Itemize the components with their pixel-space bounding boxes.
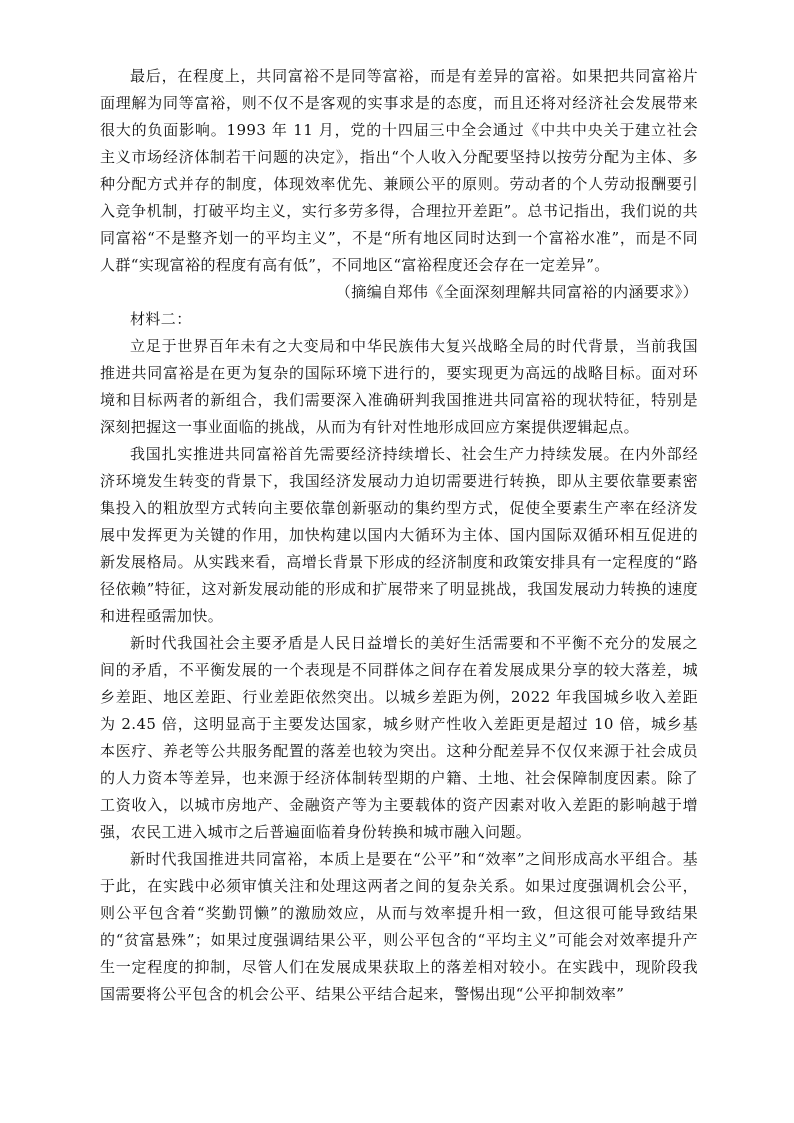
paragraph: 立足于世界百年未有之大变局和中华民族伟大复兴战略全局的时代背景，当前我国推进共同富裕是在更为复杂的国际环境下进行的，要实现更为高远的战略目标。面对环境和目标两者的新组合，我们需要深入准确研判我国推进共同富裕的现状特征，特别是深刻把握这一事业面临的挑战，从而为有针对性地形成回应方案提供逻辑起点。 <box>100 337 698 436</box>
paragraph: 最后，在程度上，共同富裕不是同等富裕，而是有差异的富裕。如果把共同富裕片面理解为同等富裕，则不仅不是客观的实事求是的态度，而且还将对经济社会发展带来很大的负面影响。1993 年 11 月，党的十四届三中全会通过《中共中央关于建立社会主义市场经济体制若干问题的决定》，指出“个人收入分配要坚持以按劳分配为主体、多种分配方式并存的制度，体现效率优先、兼顾公平的原则。劳动者的个人劳动报酬要引入竞争机制，打破平均主义，实行多劳多得，合理拉开差距”。总书记指出，我们说的共同富裕“不是整齐划一的平均主义”，不是“所有地区同时达到一个富裕水准”，而是不同人群“实现富裕的程度有高有低”，不同地区“富裕程度还会存在一定差异”。 <box>100 67 698 274</box>
paragraph: 我国扎实推进共同富裕首先需要经济持续增长、社会生产力持续发展。在内外部经济环境发生转变的背景下，我国经济发展动力迫切需要进行转换，即从主要依靠要素密集投入的粗放型方式转向主要依靠创新驱动的集约型方式，促使全要素生产率在经济发展中发挥更为关键的作用，加快构建以国内大循环为主体、国内国际双循环相互促进的新发展格局。从实践来看，高增长背景下形成的经济制度和政策安排具有一定程度的“路径依赖”特征，这对新发展动能的形成和扩展带来了明显挑战，我国发展动力转换的速度和进程亟需加快。 <box>100 445 698 625</box>
paragraph: 新时代我国推进共同富裕，本质上是要在“公平”和“效率”之间形成高水平组合。基于此，在实践中必须审慎关注和处理这两者之间的复杂关系。如果过度强调机会公平，则公平包含着“奖勤罚懒”的激励效应，从而与效率提升相一致，但这很可能导致结果的“贫富悬殊”；如果过度强调结果公平，则公平包含的“平均主义”可能会对效率提升产生一定程度的抑制，尽管人们在发展成果获取上的落差相对较小。在实践中，现阶段我国需要将公平包含的机会公平、结果公平结合起来，警惕出现“公平抑制效率” <box>100 850 698 1003</box>
paragraph: 新时代我国社会主要矛盾是人民日益增长的美好生活需要和不平衡不充分的发展之间的矛盾，不平衡发展的一个表现是不同群体之间存在着发展成果分享的较大落差，城乡差距、地区差距、行业差距依然突出。以城乡差距为例，2022 年我国城乡收入差距为 2.45 倍，这明显高于主要发达国家，城乡财产性收入差距更是超过 10 倍，城乡基本医疗、养老等公共服务配置的落差也较为突出。这种分配差异不仅仅来源于社会成员的人力资本等差异，也来源于经济体制转型期的户籍、土地、社会保障制度因素。除了工资收入，以城市房地产、金融资产等为主要载体的资产因素对收入差距的影响越于增强，农民工进入城市之后普遍面临着身份转换和城市融入问题。 <box>100 634 698 841</box>
source-citation: （摘编自郑伟《全面深刻理解共同富裕的内涵要求》） <box>335 283 698 301</box>
material-label: 材料二： <box>130 310 192 328</box>
document-page <box>100 63 698 1008</box>
